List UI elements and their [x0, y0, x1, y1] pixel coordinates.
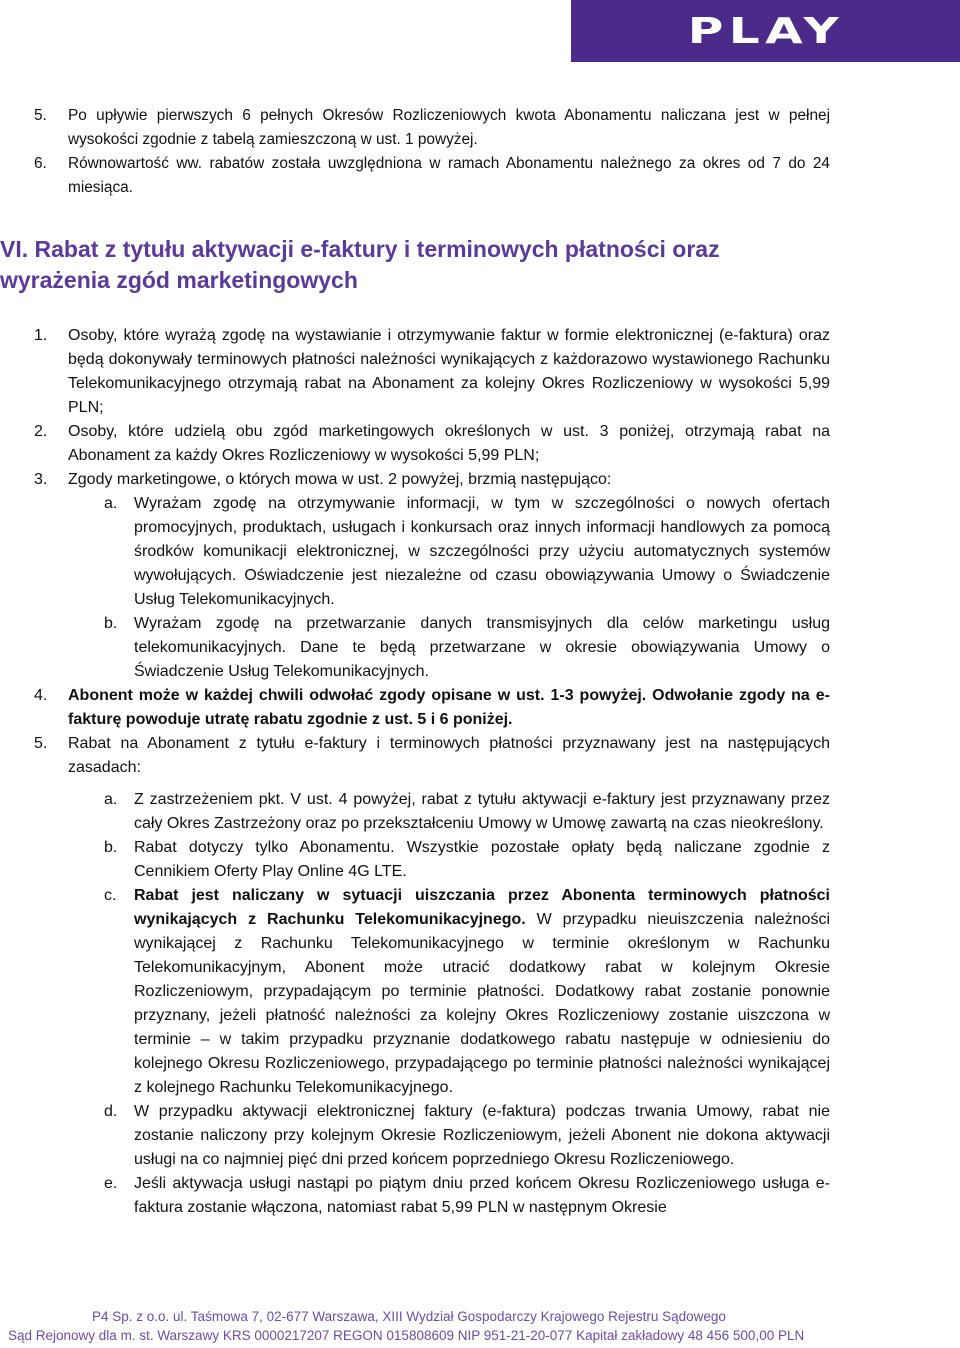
sub-item-lead: Rabat jest naliczany w sytuacji uiszczania przez Abonenta terminowych płatności wynikających z Rachunku Telekomunikacyjnego. — [134, 887, 830, 928]
list-item — [34, 732, 830, 780]
sub-item — [104, 1172, 830, 1220]
footer-line-1: P4 Sp. z o.o. ul. Taśmowa 7, 02-677 Warszawa, XIII Wydział Gospodarczy Krajowego Rejestru Sądowego — [92, 1309, 726, 1324]
list-item — [34, 684, 830, 732]
sub-item-text: W przypadku aktywacji elektronicznej faktury (e-faktura) podczas trwania Umowy, rabat nie zostanie naliczony przy kolejnym Okresie Rozliczeniowym, jeżeli Abonent nie dokona aktywacji usługi na co najmniej pięć dni przed końcem poprzedniego Okresu Rozliczeniowego. — [134, 1103, 830, 1168]
sub-item-letter: e. — [104, 1175, 118, 1192]
list-item — [34, 324, 830, 420]
sub-item-text: Wyrażam zgodę na otrzymywanie informacji, w tym w szczególności o nowych ofertach promocyjnych, produktach, usługach i konkursach oraz innych informacji handlowych za pomocą środków komunikacji elektronicznej, w szczególności przy użyciu automatycznych systemów wywołujących. Oświadczenie jest niezależne od czasu obowiązywania Umowy o Świadczenie Usług Telekomunikacyjnych. — [134, 495, 830, 608]
item-number: 5. — [34, 107, 47, 124]
sub-item-letter: a. — [104, 791, 118, 808]
sub-item — [104, 836, 830, 884]
item-text: Rabat na Abonament z tytułu e-faktury i terminowych płatności przyznawany jest na następujących zasadach: — [68, 735, 830, 776]
sub-item-letter: d. — [104, 1103, 118, 1120]
item-text: Po upływie pierwszych 6 pełnych Okresów Rozliczeniowych kwota Abonamentu naliczana jest w pełnej wysokości zgodnie z tabelą zamieszczoną w ust. 1 powyżej. — [68, 107, 830, 148]
section-heading: VI. Rabat z tytułu aktywacji e-faktury i terminowych płatności oraz wyrażenia zgód marketingowych — [0, 236, 720, 293]
sub-item-letter: b. — [104, 615, 118, 632]
item-number: 5. — [34, 735, 48, 752]
play-logo — [571, 0, 960, 62]
sub-item-letter: b. — [104, 839, 118, 856]
item-number: 1. — [34, 327, 48, 344]
item-number: 4. — [34, 687, 48, 704]
logo-text: PLAY — [687, 10, 844, 52]
list-item — [34, 420, 830, 468]
document-body — [0, 104, 831, 1220]
list-item — [34, 468, 830, 492]
sub-item-text: Z zastrzeżeniem pkt. V ust. 4 powyżej, rabat z tytułu aktywacji e-faktury jest przyznawany przez cały Okres Zastrzeżony oraz po przekształceniu Umowy w Umowę zawartą na czas nieokreślony. — [134, 791, 830, 832]
item-number: 2. — [34, 423, 48, 440]
sub-item — [104, 492, 830, 612]
item-text: Równowartość ww. rabatów została uwzględniona w ramach Abonamentu należnego za okres od 7 do 24 miesiąca. — [68, 155, 830, 196]
footer-line-2: Sąd Rejonowy dla m. st. Warszawy KRS 0000217207 REGON 015808609 NIP 951-21-20-077 Kapitał zakładowy 48 456 500,00 PLN — [8, 1328, 805, 1343]
sub-item — [104, 1100, 830, 1172]
sub-item-body: W przypadku nieuiszczenia należności wynikającej z Rachunku Telekomunikacyjnego w terminie określonym w Rachunku Telekomunikacyjnym, Abonent może utracić dodatkowy rabat w kolejnym Okresie Rozliczeniowym, przypadającym po terminie płatności. Dodatkowy rabat zostanie ponownie przyznany, jeżeli płatność należności za kolejny Okres Rozliczeniowy zostanie uiszczona w terminie – w takim przypadku przyznanie dodatkowego rabatu następuje w odniesieniu do kolejnego Okresu Rozliczeniowego, przypadającego po terminie płatności należności wynikającej z kolejnego Rachunku Telekomunikacyjnego. — [134, 911, 831, 1096]
item-number: 6. — [34, 155, 47, 172]
list-item — [34, 152, 830, 200]
item-text: Osoby, które udzielą obu zgód marketingowych określonych w ust. 3 poniżej, otrzymają rabat na Abonament za każdy Okres Rozliczeniowy w wysokości 5,99 PLN; — [68, 423, 830, 464]
item-number: 3. — [34, 471, 48, 488]
sub-item-text: Jeśli aktywacja usługi nastąpi po piątym dniu przed końcem Okresu Rozliczeniowego usługa e-faktura zostanie włączona, natomiast rabat 5,99 PLN w następnym Okresie — [134, 1175, 830, 1216]
item-text: Zgody marketingowe, o których mowa w ust. 2 powyżej, brzmią następująco: — [68, 471, 612, 488]
item-text: Osoby, które wyrażą zgodę na wystawianie i otrzymywanie faktur w formie elektronicznej (e-faktura) oraz będą dokonywały terminowych płatności należności wynikających z każdorazowo wystawionego Rachunku Telekomunikacyjnego otrzymają rabat na Abonament za kolejny Okres Rozliczeniowy w wysokości 5,99 PLN; — [68, 327, 830, 416]
sub-item-text: Rabat dotyczy tylko Abonamentu. Wszystkie pozostałe opłaty będą naliczane zgodnie z Cennikiem Oferty Play Online 4G LTE. — [134, 839, 830, 880]
sub-item-letter: a. — [104, 495, 118, 512]
sub-item — [104, 612, 830, 684]
sub-item-text: Wyrażam zgodę na przetwarzanie danych transmisyjnych dla celów marketingu usług telekomunikacyjnych. Dane te będą przetwarzane w okresie obowiązywania Umowy o Świadczenie Usług Telekomunikacyjnych. — [134, 615, 830, 680]
sub-item-letter: c. — [104, 887, 117, 904]
sub-item-text — [134, 884, 830, 1100]
sub-item — [104, 884, 830, 1100]
sub-item — [104, 788, 830, 836]
list-item — [34, 104, 830, 152]
item-text: Abonent może w każdej chwili odwołać zgody opisane w ust. 1-3 powyżej. Odwołanie zgody na e-fakturę powoduje utratę rabatu zgodnie z ust. 5 i 6 poniżej. — [68, 687, 830, 728]
